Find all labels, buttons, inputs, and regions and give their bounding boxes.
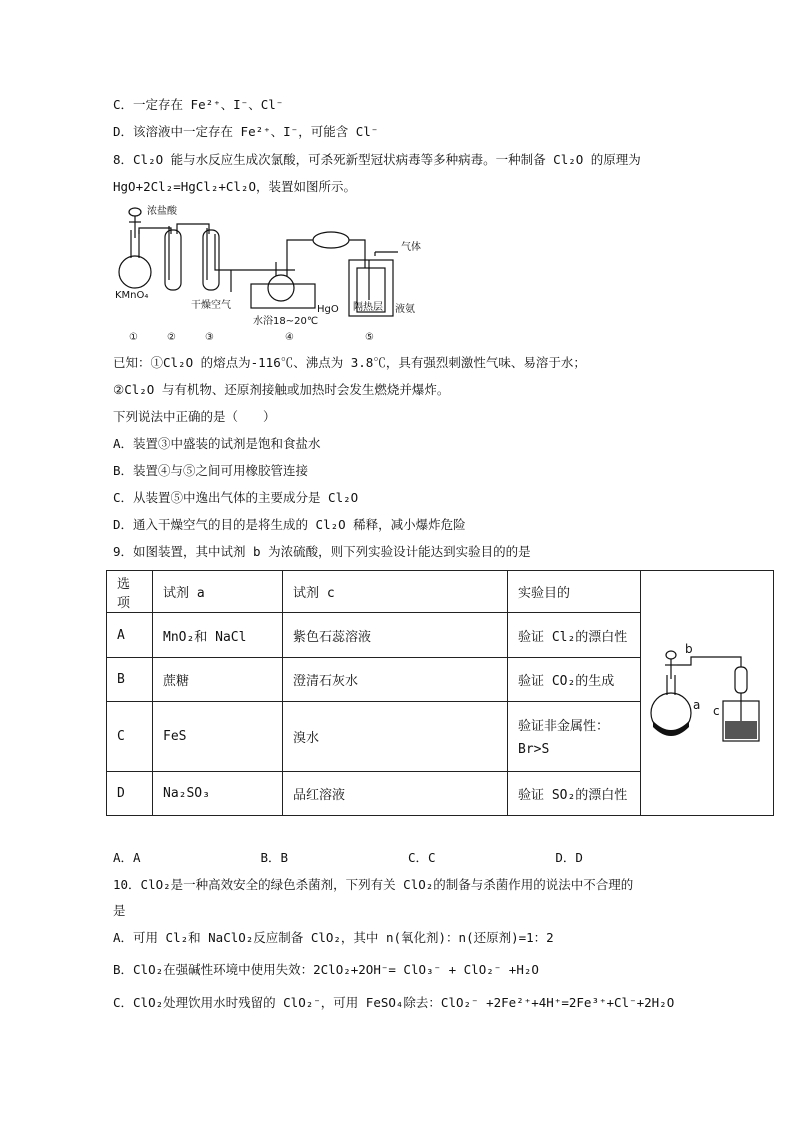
row-a-reagent-c: 紫色石蕊溶液 bbox=[283, 613, 508, 657]
row-b-option: B bbox=[107, 657, 153, 701]
row-d-goal: 验证 SO₂的漂白性 bbox=[508, 771, 641, 816]
header-option: 选项 bbox=[107, 571, 153, 613]
apparatus-num-5: ⑤ bbox=[365, 332, 374, 343]
label-c: c bbox=[713, 704, 720, 718]
q9-choice-c: C．C bbox=[407, 850, 436, 865]
label-air: 干燥空气 bbox=[191, 300, 231, 311]
q8-known-2: ②Cl₂O 与有机物、还原剂接触或加热时会发生燃烧并爆炸。 bbox=[113, 382, 450, 397]
header-goal: 实验目的 bbox=[508, 571, 641, 613]
row-d-option: D bbox=[107, 771, 153, 816]
row-a-option: A bbox=[107, 613, 153, 657]
row-c-goal-line1: 验证非金属性： bbox=[518, 719, 610, 735]
header-reagent-c: 试剂 c bbox=[283, 571, 508, 613]
label-ammonia: 液氨 bbox=[395, 304, 415, 315]
apparatus-num-4: ④ bbox=[285, 332, 294, 343]
label-a: a bbox=[693, 698, 701, 712]
q9-apparatus-diagram bbox=[641, 571, 773, 811]
q10-stem-line2: 是 bbox=[113, 903, 126, 918]
q7-option-c: C．一定存在 Fe²⁺、I⁻、Cl⁻ bbox=[113, 97, 284, 112]
label-b: b bbox=[685, 642, 693, 656]
label-hgo: HgO bbox=[317, 304, 339, 315]
q9-stem: 9．如图装置，其中试剂 b 为浓硫酸，则下列实验设计能达到实验目的的是 bbox=[113, 544, 531, 559]
q9-choice-a: A．A bbox=[113, 850, 141, 865]
q9-choices bbox=[113, 848, 583, 866]
q10-option-a: A．可用 Cl₂和 NaClO₂反应制备 ClO₂，其中 n(氧化剂)：n(还原剂)=1：2 bbox=[113, 930, 554, 945]
q8-apparatus-diagram bbox=[113, 200, 423, 348]
row-c-reagent-a: FeS bbox=[153, 702, 283, 771]
row-d-reagent-c: 品红溶液 bbox=[283, 771, 508, 816]
q10-stem-line1: 10．ClO₂是一种高效安全的绿色杀菌剂，下列有关 ClO₂的制备与杀菌作用的说法中不合理的 bbox=[113, 877, 634, 892]
q8-stem-line2: HgO+2Cl₂=HgCl₂+Cl₂O，装置如图所示。 bbox=[113, 179, 356, 194]
row-d-reagent-a: Na₂SO₃ bbox=[153, 771, 283, 816]
q9-diagram-cell bbox=[641, 571, 774, 816]
label-acid: 浓盐酸 bbox=[147, 206, 177, 217]
q8-option-a: A．装置③中盛装的试剂是饱和食盐水 bbox=[113, 436, 321, 451]
q9-choice-b: B．B bbox=[260, 850, 289, 865]
q8-option-d: D．通入干燥空气的目的是将生成的 Cl₂O 稀释，减小爆炸危险 bbox=[113, 517, 466, 532]
apparatus-num-2: ② bbox=[167, 332, 176, 343]
q9-choice-d: D．D bbox=[555, 850, 583, 865]
label-gas: 气体 bbox=[401, 242, 421, 253]
row-b-reagent-c: 澄清石灰水 bbox=[283, 657, 508, 701]
row-c-reagent-c: 溴水 bbox=[283, 702, 508, 771]
q8-option-c: C．从装置⑤中逸出气体的主要成分是 Cl₂O bbox=[113, 490, 359, 505]
q9-options-table bbox=[106, 570, 774, 816]
table-header-row bbox=[107, 571, 774, 613]
row-c-goal-line2: Br>S bbox=[518, 742, 550, 758]
header-reagent-a: 试剂 a bbox=[153, 571, 283, 613]
q10-option-b: B．ClO₂在强碱性环境中使用失效：2ClO₂+2OH⁻= ClO₃⁻ + ClO₂⁻ +H₂O bbox=[113, 962, 539, 977]
row-c-option: C bbox=[107, 702, 153, 771]
q8-question: 下列说法中正确的是（ ） bbox=[113, 409, 276, 424]
label-bath: 水浴18~20℃ bbox=[253, 316, 319, 327]
row-b-reagent-a: 蔗糖 bbox=[153, 657, 283, 701]
q7-option-d: D．该溶液中一定存在 Fe²⁺、I⁻，可能含 Cl⁻ bbox=[113, 124, 379, 139]
row-b-goal: 验证 CO₂的生成 bbox=[508, 657, 641, 701]
row-a-reagent-a: MnO₂和 NaCl bbox=[153, 613, 283, 657]
q8-option-b: B．装置④与⑤之间可用橡胶管连接 bbox=[113, 463, 309, 478]
row-c-goal bbox=[508, 702, 641, 771]
q10-option-c: C．ClO₂处理饮用水时残留的 ClO₂⁻，可用 FeSO₄除去：ClO₂⁻ +2Fe²⁺+4H⁺=2Fe³⁺+Cl⁻+2H₂O bbox=[113, 995, 675, 1010]
q8-known-1: 已知：①Cl₂O 的熔点为-116℃、沸点为 3.8℃，具有强烈刺激性气味、易溶于水； bbox=[113, 355, 586, 370]
apparatus-num-1: ① bbox=[129, 332, 138, 343]
q8-stem-line1: 8．Cl₂O 能与水反应生成次氯酸，可杀死新型冠状病毒等多种病毒。一种制备 Cl₂O 的原理为 bbox=[113, 152, 641, 167]
label-insul: 隔热层 bbox=[353, 302, 383, 313]
label-kmno4: KMnO₄ bbox=[115, 290, 149, 301]
apparatus-num-3: ③ bbox=[205, 332, 214, 343]
row-a-goal: 验证 Cl₂的漂白性 bbox=[508, 613, 641, 657]
